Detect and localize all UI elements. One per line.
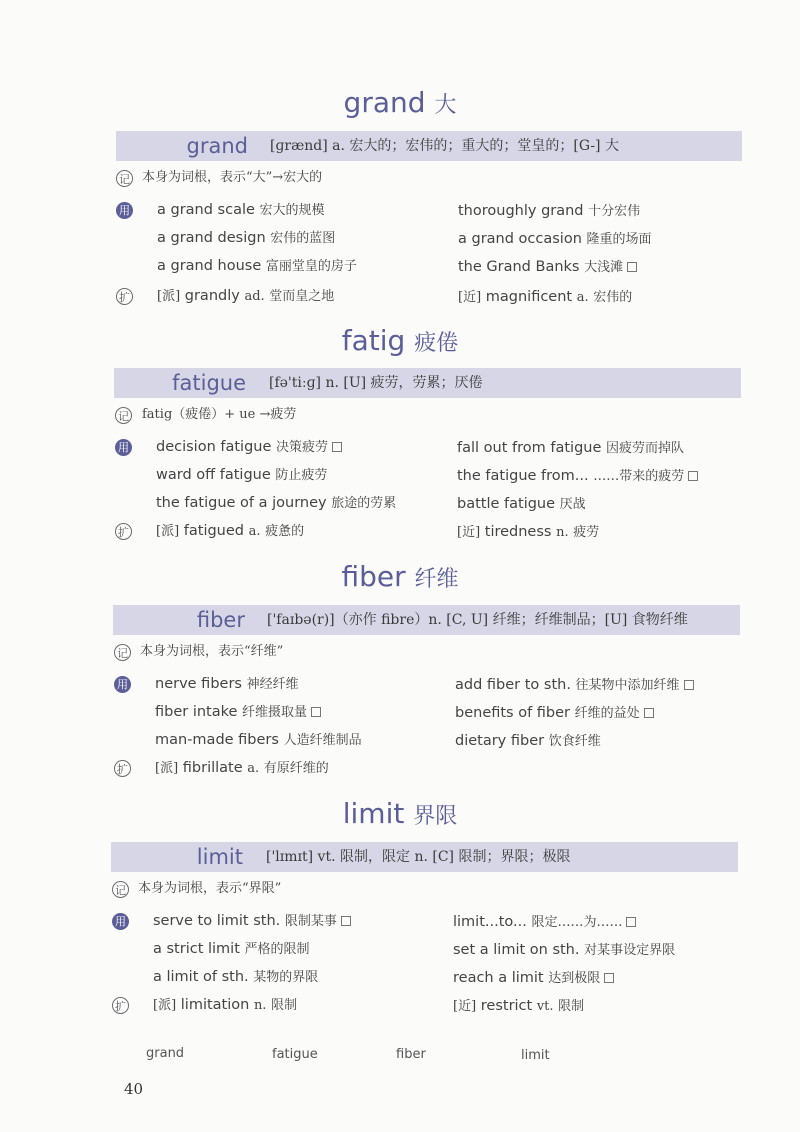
example-en: serve to limit sth. (153, 913, 281, 929)
memory-note: fatig（疲倦）+ ue →疲劳 (142, 407, 297, 422)
synonym-pos: vt. (536, 999, 554, 1014)
headword-band (113, 605, 740, 635)
audio-mark-icon (627, 262, 637, 272)
example (153, 912, 351, 931)
example-zh: 厌战 (559, 497, 586, 512)
memory-note: 本身为词根，表示“大”→宏大的 (142, 170, 323, 185)
example (458, 202, 640, 221)
example (156, 438, 342, 457)
example (156, 466, 327, 485)
example-zh: 富丽堂皇的房子 (265, 259, 357, 274)
synonym-tag: [近] (457, 525, 481, 540)
example-en: fiber intake (155, 704, 238, 720)
synonym (453, 997, 584, 1016)
example (453, 941, 675, 960)
example (155, 675, 299, 694)
example-en: limit...to... (453, 914, 527, 930)
extend-badge-icon: 扩 (112, 997, 129, 1014)
definition: ['lɪmɪt] vt. 限制，限定 n. [C] 限制；界限；极限 (266, 849, 571, 865)
root-word: fatig (341, 324, 406, 357)
definition: ['faɪbə(r)]（亦作 fibre）n. [C, U] 纤维；纤维制品；[U] 食物纤维 (267, 612, 688, 628)
derivative-word: limitation (180, 997, 250, 1013)
example (155, 731, 362, 750)
audio-mark-icon (684, 680, 694, 690)
example (157, 201, 325, 220)
extend-badge-icon: 扩 (114, 760, 131, 777)
synonym-meaning: 限制 (558, 999, 585, 1014)
example-zh: 往某物中添加纤维 (575, 678, 680, 693)
example (457, 495, 586, 514)
example (157, 257, 357, 276)
root-word: grand (343, 86, 426, 119)
example-zh: 大浅滩 (584, 260, 624, 275)
synonym (457, 523, 599, 542)
example-en: the Grand Banks (458, 259, 580, 275)
audio-mark-icon (626, 917, 636, 927)
definition: [fə'tiːɡ] n. [U] 疲劳，劳累；厌倦 (269, 375, 483, 391)
example-en: man-made fibers (155, 732, 279, 748)
derivative-meaning: 有原纤维的 (263, 761, 329, 776)
example-zh: 旅途的劳累 (331, 496, 397, 511)
memory-badge-icon: 记 (115, 407, 132, 424)
example (157, 229, 335, 248)
example-zh: 宏大的规模 (259, 203, 325, 218)
example-zh: 达到极限 (548, 971, 601, 986)
derivative-pos: n. (253, 998, 267, 1013)
audio-mark-icon (332, 442, 342, 452)
audio-mark-icon (644, 708, 654, 718)
derivative-meaning: 限制 (271, 998, 298, 1013)
derivative-meaning: 堂而皇之地 (269, 289, 335, 304)
derivative-tag: [派] (155, 761, 179, 776)
synonym-word: magnificent (485, 289, 573, 305)
derivative-pos: ad. (244, 289, 265, 304)
example-en: add fiber to sth. (455, 677, 571, 693)
footer-word: fiber (396, 1047, 426, 1062)
derivative (153, 996, 297, 1015)
example (455, 704, 654, 723)
audio-mark-icon (341, 916, 351, 926)
example-zh: 限制某事 (284, 914, 337, 929)
example (458, 230, 652, 249)
page-number: 40 (124, 1080, 144, 1098)
memory-badge-icon: 记 (112, 881, 129, 898)
footer-word: limit (521, 1048, 550, 1063)
synonym-meaning: 宏伟的 (593, 290, 633, 305)
example-zh: 饮食纤维 (548, 734, 601, 749)
example-zh: 限定……为…… (531, 915, 623, 930)
example-en: set a limit on sth. (453, 942, 580, 958)
derivative-tag: [派] (156, 524, 180, 539)
example (458, 258, 637, 277)
definition: [ɡrænd] a. 宏大的；宏伟的；重大的；堂皇的；[G-] 大 (270, 138, 619, 154)
derivative (155, 759, 329, 778)
headword: limit (196, 845, 243, 869)
example-zh: ……带来的疲劳 (593, 469, 685, 484)
synonym (458, 288, 632, 307)
memory-badge-icon: 记 (114, 644, 131, 661)
headword: grand (186, 134, 248, 158)
example (455, 676, 694, 695)
example-zh: 纤维的益处 (574, 706, 640, 721)
example-en: dietary fiber (455, 733, 545, 749)
derivative-word: fatigued (183, 523, 244, 539)
root-word: limit (342, 797, 405, 830)
example (453, 969, 614, 988)
example-en: benefits of fiber (455, 705, 571, 721)
example-en: the fatigue from... (457, 468, 589, 484)
root-meaning: 大 (434, 93, 457, 118)
derivative-word: fibrillate (182, 760, 243, 776)
synonym-meaning: 疲劳 (573, 525, 600, 540)
example (457, 467, 698, 486)
root-meaning: 纤维 (414, 567, 459, 592)
memory-note: 本身为词根，表示“纤维” (140, 644, 284, 659)
example (455, 732, 601, 751)
memory-note: 本身为词根，表示“界限” (138, 881, 282, 896)
extend-badge-icon: 扩 (116, 288, 133, 305)
headword-band (111, 842, 738, 872)
example-zh: 对某事设定界限 (584, 943, 676, 958)
synonym-word: restrict (480, 998, 533, 1014)
root-meaning: 疲倦 (414, 331, 459, 356)
extend-badge-icon: 扩 (115, 523, 132, 540)
derivative-meaning: 疲惫的 (265, 524, 305, 539)
example-zh: 严格的限制 (244, 942, 310, 957)
example-en: the fatigue of a journey (156, 495, 327, 511)
derivative-tag: [派] (157, 289, 181, 304)
root-word: fiber (341, 560, 406, 593)
example-zh: 因疲劳而掉队 (606, 441, 685, 456)
example-zh: 神经纤维 (246, 677, 299, 692)
example-en: a grand occasion (458, 231, 582, 247)
usage-badge-icon: 用 (115, 439, 132, 456)
synonym-pos: n. (556, 525, 569, 540)
example-en: a grand house (157, 258, 262, 274)
memory-badge-icon: 记 (116, 170, 133, 187)
example-zh: 人造纤维制品 (283, 733, 362, 748)
example-en: fall out from fatigue (457, 440, 602, 456)
footer-word: grand (146, 1046, 185, 1061)
example-en: ward off fatigue (156, 467, 271, 483)
example (453, 913, 636, 932)
usage-badge-icon: 用 (114, 676, 131, 693)
root-heading (0, 86, 800, 123)
example-zh: 宏伟的蓝图 (270, 231, 336, 246)
example-zh: 防止疲劳 (275, 468, 328, 483)
audio-mark-icon (311, 707, 321, 717)
example-en: nerve fibers (155, 676, 242, 692)
example (153, 940, 310, 959)
usage-badge-icon: 用 (116, 202, 133, 219)
example-zh: 某物的界限 (253, 970, 319, 985)
synonym-pos: a. (576, 290, 589, 305)
usage-badge-icon: 用 (112, 913, 129, 930)
example-zh: 隆重的场面 (586, 232, 652, 247)
example (153, 968, 318, 987)
derivative (157, 287, 334, 306)
example-zh: 十分宏伟 (588, 204, 641, 219)
example-zh: 决策疲劳 (276, 440, 329, 455)
example-en: battle fatigue (457, 496, 556, 512)
headword: fatigue (172, 371, 246, 395)
derivative-tag: [派] (153, 998, 177, 1013)
example-en: reach a limit (453, 970, 544, 986)
example (156, 494, 396, 513)
example-en: a strict limit (153, 941, 240, 957)
synonym-word: tiredness (484, 524, 552, 540)
root-heading (0, 560, 800, 597)
example-en: a grand scale (157, 202, 255, 218)
derivative (156, 522, 304, 541)
example-en: a limit of sth. (153, 969, 249, 985)
example (457, 439, 684, 458)
synonym-tag: [近] (453, 999, 477, 1014)
derivative-pos: a. (248, 524, 261, 539)
example-en: decision fatigue (156, 439, 272, 455)
headword-band (116, 131, 742, 161)
derivative-pos: a. (247, 761, 260, 776)
root-heading (0, 797, 800, 834)
example-en: thoroughly grand (458, 203, 584, 219)
headword-band (114, 368, 741, 398)
root-meaning: 界限 (413, 804, 458, 829)
root-heading (0, 324, 800, 361)
example (155, 703, 321, 722)
audio-mark-icon (688, 471, 698, 481)
audio-mark-icon (604, 973, 614, 983)
example-en: a grand design (157, 230, 266, 246)
headword: fiber (196, 608, 245, 632)
example-zh: 纤维摄取量 (242, 705, 308, 720)
derivative-word: grandly (184, 288, 240, 304)
footer-word: fatigue (272, 1047, 318, 1062)
synonym-tag: [近] (458, 290, 482, 305)
